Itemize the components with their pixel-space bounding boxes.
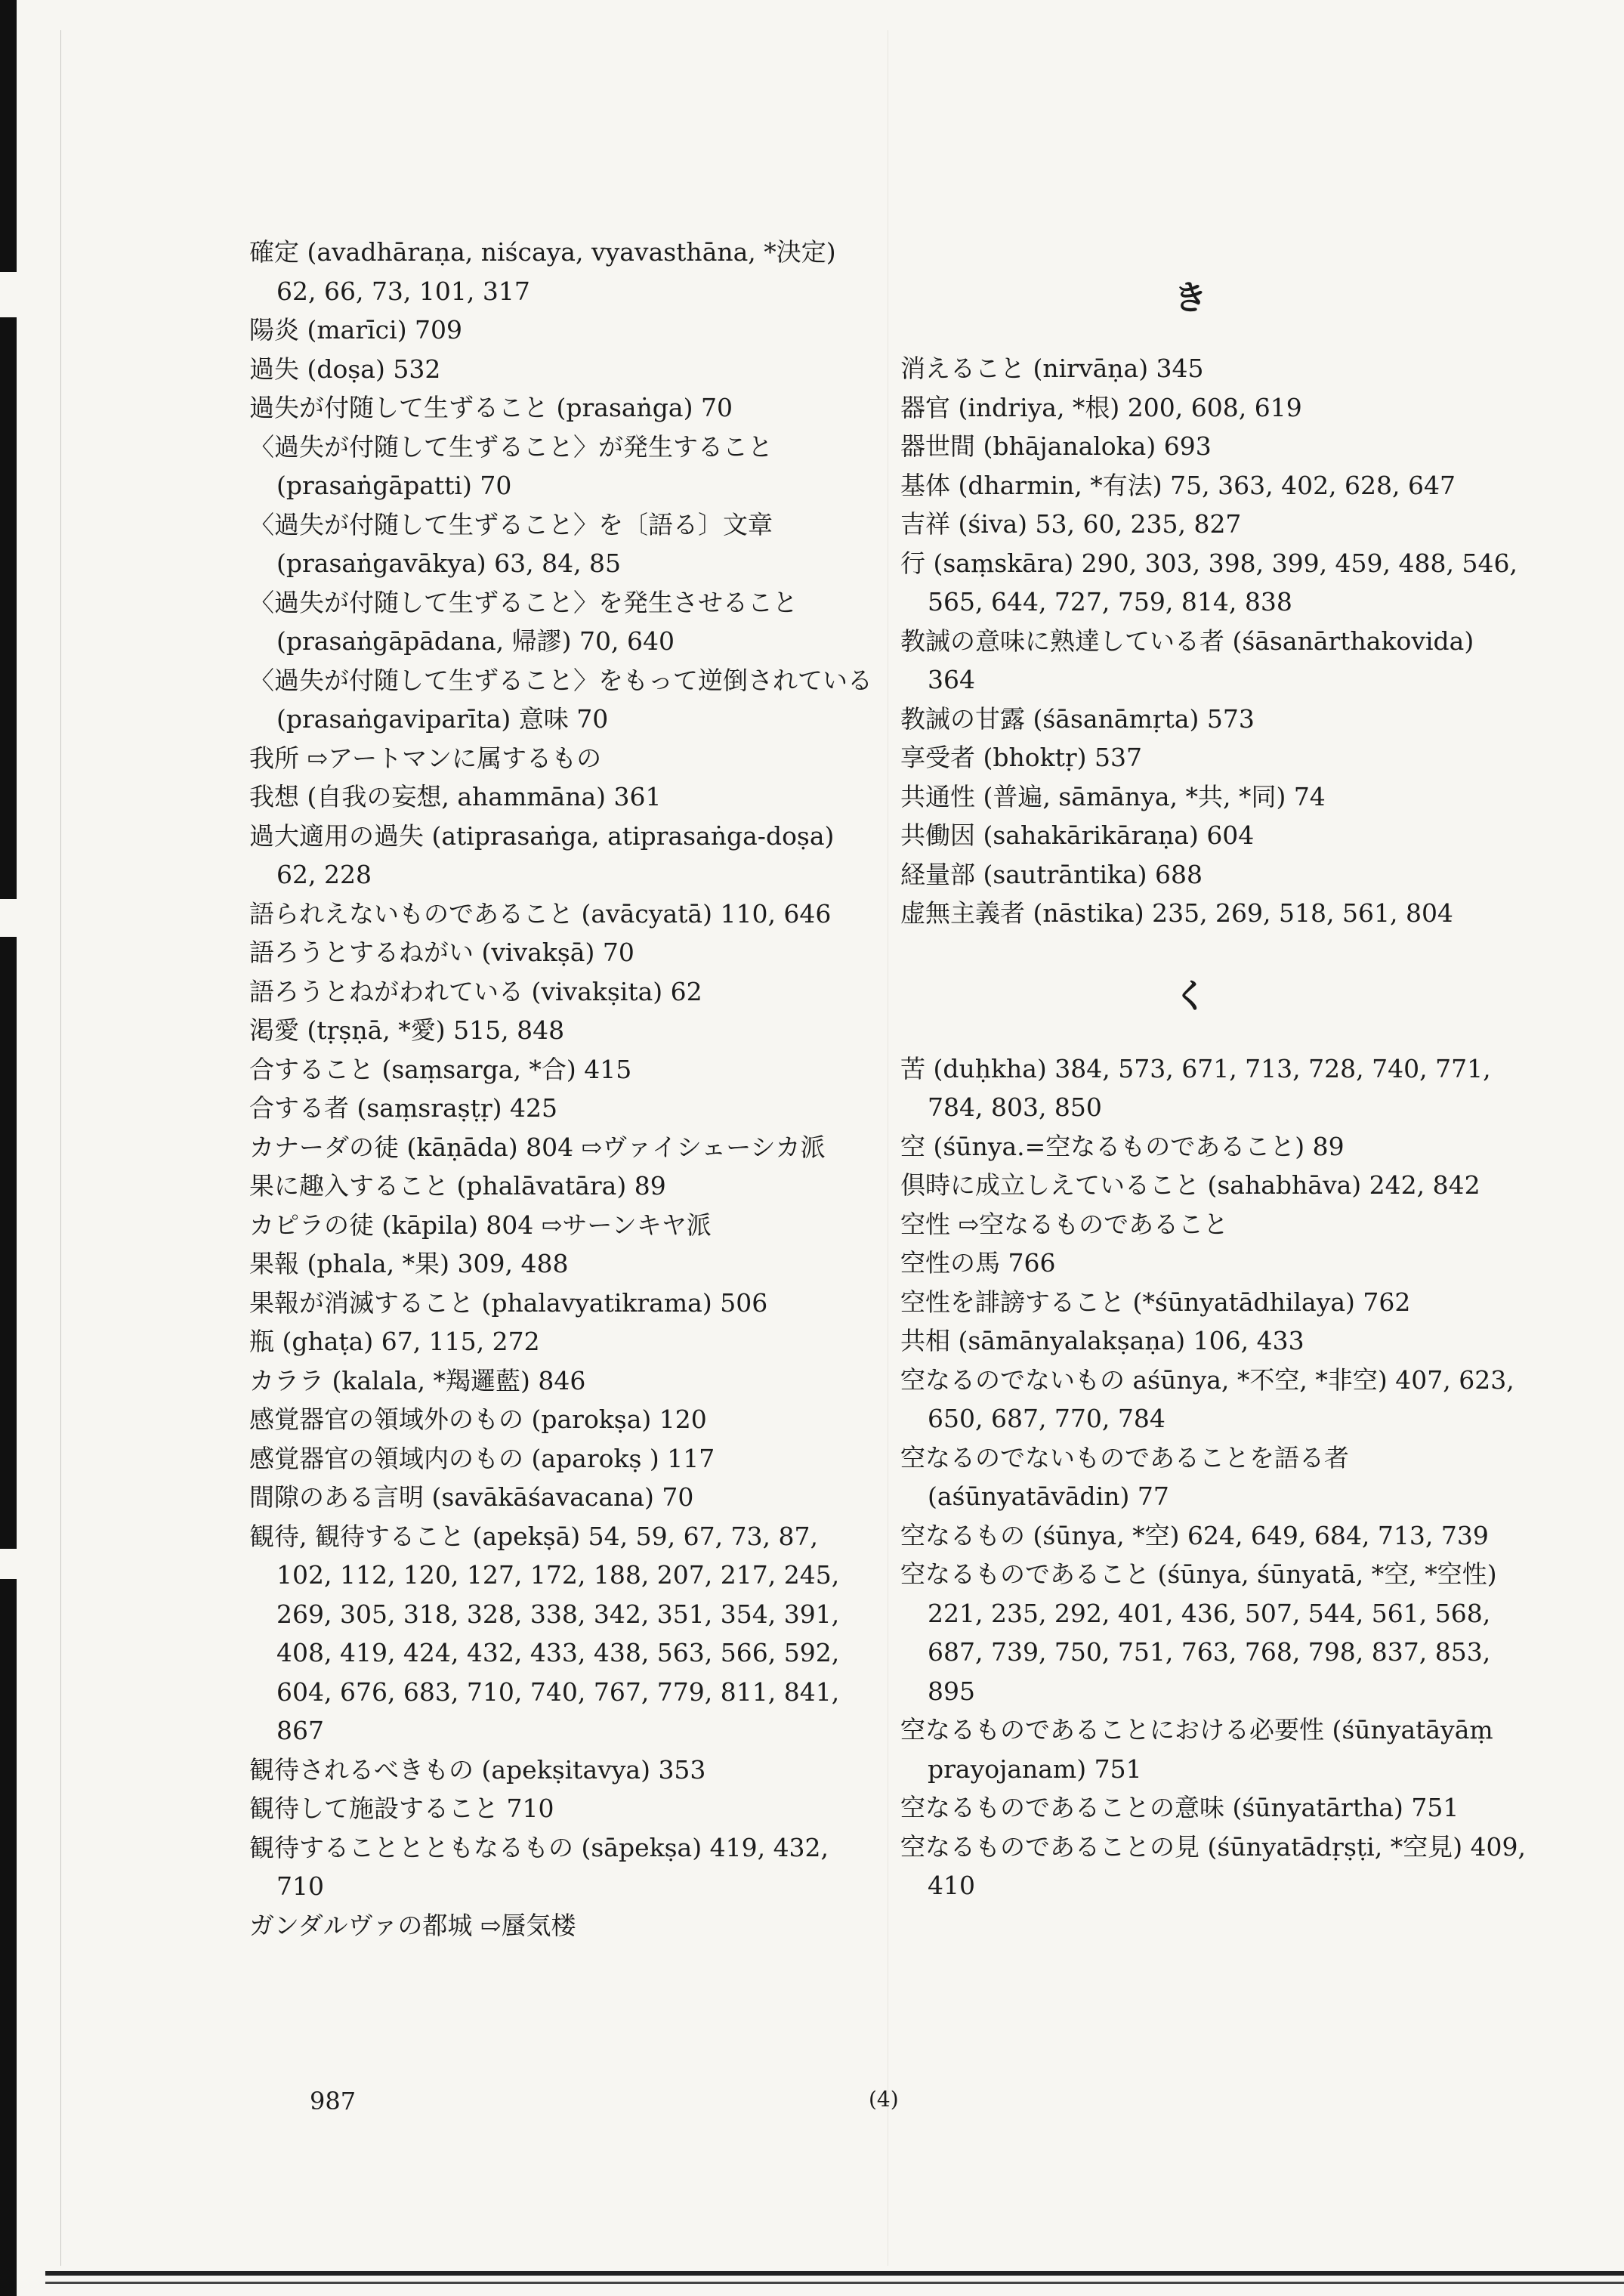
- index-entry: カピラの徒 (kāpila) 804 ⇨サーンキヤ派: [249, 1210, 712, 1240]
- index-entry: 空なるものであることの見 (śūnyatādṛṣṭi, *空見) 409, 410: [900, 1831, 1527, 1900]
- index-entry: 空なるもの (śūnya, *空) 624, 649, 684, 713, 739: [900, 1520, 1489, 1550]
- index-entry: 過失 (doṣa) 532: [249, 354, 441, 384]
- index-entry: 空性を誹謗すること (*śūnyatādhilaya) 762: [900, 1287, 1411, 1317]
- index-entry: 苦 (duḥkha) 384, 573, 671, 713, 728, 740, 771, 784, 803, 850: [900, 1053, 1491, 1122]
- index-entry: 行 (saṃskāra) 290, 303, 398, 399, 459, 488, 546, 565, 644, 727, 759, 814, 838: [900, 548, 1517, 616]
- index-entry: 合する者 (saṃsraṣṭṛ) 425: [249, 1093, 557, 1123]
- scan-edge-gap: [0, 1549, 17, 1579]
- index-entry: 空なるものであることにおける必要性 (śūnyatāyāṃ prayojanam) 751: [900, 1715, 1493, 1784]
- index-entry: 空なるものであることの意味 (śūnyatārtha) 751: [900, 1793, 1459, 1822]
- scan-edge-gap: [0, 272, 17, 317]
- index-entry: 過失が付随して生ずること (prasaṅga) 70: [249, 393, 733, 422]
- page-number: 987: [310, 2087, 357, 2115]
- index-entry: 空なるのでないものであることを語る者 (aśūnyatāvādin) 77: [900, 1442, 1349, 1511]
- index-entry: 消えること (nirvāṇa) 345: [900, 354, 1204, 383]
- scan-edge-gap: [0, 899, 17, 937]
- index-right-column: [900, 349, 1527, 1905]
- index-entry: 合すること (saṃsarga, *合) 415: [249, 1054, 632, 1084]
- index-entry: 共働因 (sahakārikāraṇa) 604: [900, 820, 1255, 850]
- index-entry: 空 (śūnya.=空なるものであること) 89: [900, 1131, 1345, 1161]
- scan-artifact-line: [60, 30, 61, 2266]
- index-entry: 果報が消滅すること (phalavyatikrama) 506: [249, 1287, 768, 1318]
- index-entry: 観待することとともなるもの (sāpekṣa) 419, 432, 710: [249, 1832, 829, 1901]
- index-entry: 教誡の甘露 (śāsanāmṛta) 573: [900, 703, 1255, 734]
- index-entry: 経量部 (sautrāntika) 688: [900, 859, 1203, 889]
- kana-section-heading: く: [1174, 977, 1207, 1015]
- index-entry: 基体 (dharmin, *有法) 75, 363, 402, 628, 647: [900, 470, 1456, 500]
- index-entry: 共通性 (普遍, sāmānya, *共, *同) 74: [900, 781, 1326, 811]
- index-entry: 我想 (自我の妄想, ahammāna) 361: [249, 782, 662, 811]
- index-entry: 瓶 (ghaṭa) 67, 115, 272: [249, 1327, 540, 1356]
- index-entry: 空性 ⇨空なるものであること: [900, 1209, 1229, 1239]
- index-entry: 〈過失が付随して生ずること〉をもって逆倒されている (prasaṅgaviparīta) 意味 70: [249, 665, 872, 734]
- index-entry: 語ろうとねがわれている (vivakṣita) 62: [249, 976, 702, 1006]
- section-page-number: (4): [869, 2087, 899, 2112]
- index-entry: 我所 ⇨アートマンに属するもの: [249, 743, 602, 773]
- index-entry: 果に趣入すること (phalāvatāra) 89: [249, 1171, 666, 1201]
- index-entry: 虚無主義者 (nāstika) 235, 269, 518, 561, 804: [900, 898, 1453, 928]
- index-entry: ガンダルヴァの都城 ⇨蜃気楼: [249, 1910, 576, 1940]
- index-entry: 吉祥 (śiva) 53, 60, 235, 827: [900, 509, 1242, 539]
- index-entry: 感覚器官の領域外のもの (parokṣa) 120: [249, 1404, 707, 1434]
- index-entry: 語られえないものであること (avācyatā) 110, 646: [249, 898, 832, 929]
- index-entry: 確定 (avadhāraṇa, niścaya, vyavasthāna, *決定) 62, 66, 73, 101, 317: [249, 237, 836, 306]
- scan-bottom-rule: [45, 2271, 1624, 2276]
- index-entry: 観待して施設すること 710: [249, 1794, 554, 1823]
- index-entry: 〈過失が付随して生ずること〉を発生させること (prasaṅgāpādana, 帰謬) 70, 640: [249, 587, 798, 656]
- index-entry: 間隙のある言明 (savākāśavacana) 70: [249, 1482, 694, 1512]
- index-entry: 器世間 (bhājanaloka) 693: [900, 431, 1212, 461]
- index-entry: 空性の馬 766: [900, 1248, 1056, 1278]
- index-entry: 渇愛 (tṛṣṇā, *愛) 515, 848: [249, 1015, 565, 1045]
- index-entry: 観待されるべきもの (apekṣitavya) 353: [249, 1754, 706, 1785]
- index-entry: 陽炎 (marīci) 709: [249, 315, 463, 345]
- index-entry: カララ (kalala, *羯邏藍) 846: [249, 1365, 586, 1395]
- index-entry: 〈過失が付随して生ずること〉を〔語る〕文章 (prasaṅgavākya) 63, 84, 85: [249, 509, 773, 578]
- index-left-column: [249, 233, 876, 1945]
- kana-section-heading: き: [1174, 279, 1207, 317]
- index-entry: 語ろうとするねがい (vivakṣā) 70: [249, 938, 634, 967]
- index-entry: 空なるのでないもの aśūnya, *不空, *非空) 407, 623, 650, 687, 770, 784: [900, 1364, 1514, 1433]
- index-entry: 共相 (sāmānyalakṣaṇa) 106, 433: [900, 1326, 1304, 1355]
- index-entry: 空なるものであること (śūnya, śūnyatā, *空, *空性) 221, 235, 292, 401, 436, 507, 544, 561, 568, 687, 739, 750, 751, 763, 768, 798, 837, 853, 895: [900, 1559, 1497, 1706]
- scan-bottom-rule: [45, 2282, 1624, 2284]
- index-entry: カナーダの徒 (kāṇāda) 804 ⇨ヴァイシェーシカ派: [249, 1132, 826, 1162]
- index-entry: 享受者 (bhoktṛ) 537: [900, 743, 1142, 772]
- index-entry: 果報 (phala, *果) 309, 488: [249, 1249, 569, 1278]
- index-entry: 観待, 観待すること (apekṣā) 54, 59, 67, 73, 87, 102, 112, 120, 127, 172, 188, 207, 217, 245, 269, 305, 318, 328, 338, 342, 351, 354, 391, 408, 419, 424, 432, 433, 438, 563, 566, 592, 604, 676, 683, 710, 740, 767, 779, 811, 841, 867: [249, 1521, 840, 1745]
- index-entry: 器官 (indriya, *根) 200, 608, 619: [900, 392, 1302, 422]
- index-entry: 倶時に成立しえていること (sahabhāva) 242, 842: [900, 1170, 1480, 1200]
- scan-binding-edge: [0, 0, 17, 2296]
- index-entry: 教誡の意味に熟達している者 (śāsanārthakovida) 364: [900, 626, 1474, 694]
- index-entry: 過大適用の過失 (atiprasaṅga, atiprasaṅga-doṣa) 62, 228: [249, 820, 835, 889]
- index-entry: 感覚器官の領域内のもの (aparokṣ ) 117: [249, 1443, 715, 1473]
- index-entry: 〈過失が付随して生ずること〉が発生すること (prasaṅgāpatti) 70: [249, 431, 773, 500]
